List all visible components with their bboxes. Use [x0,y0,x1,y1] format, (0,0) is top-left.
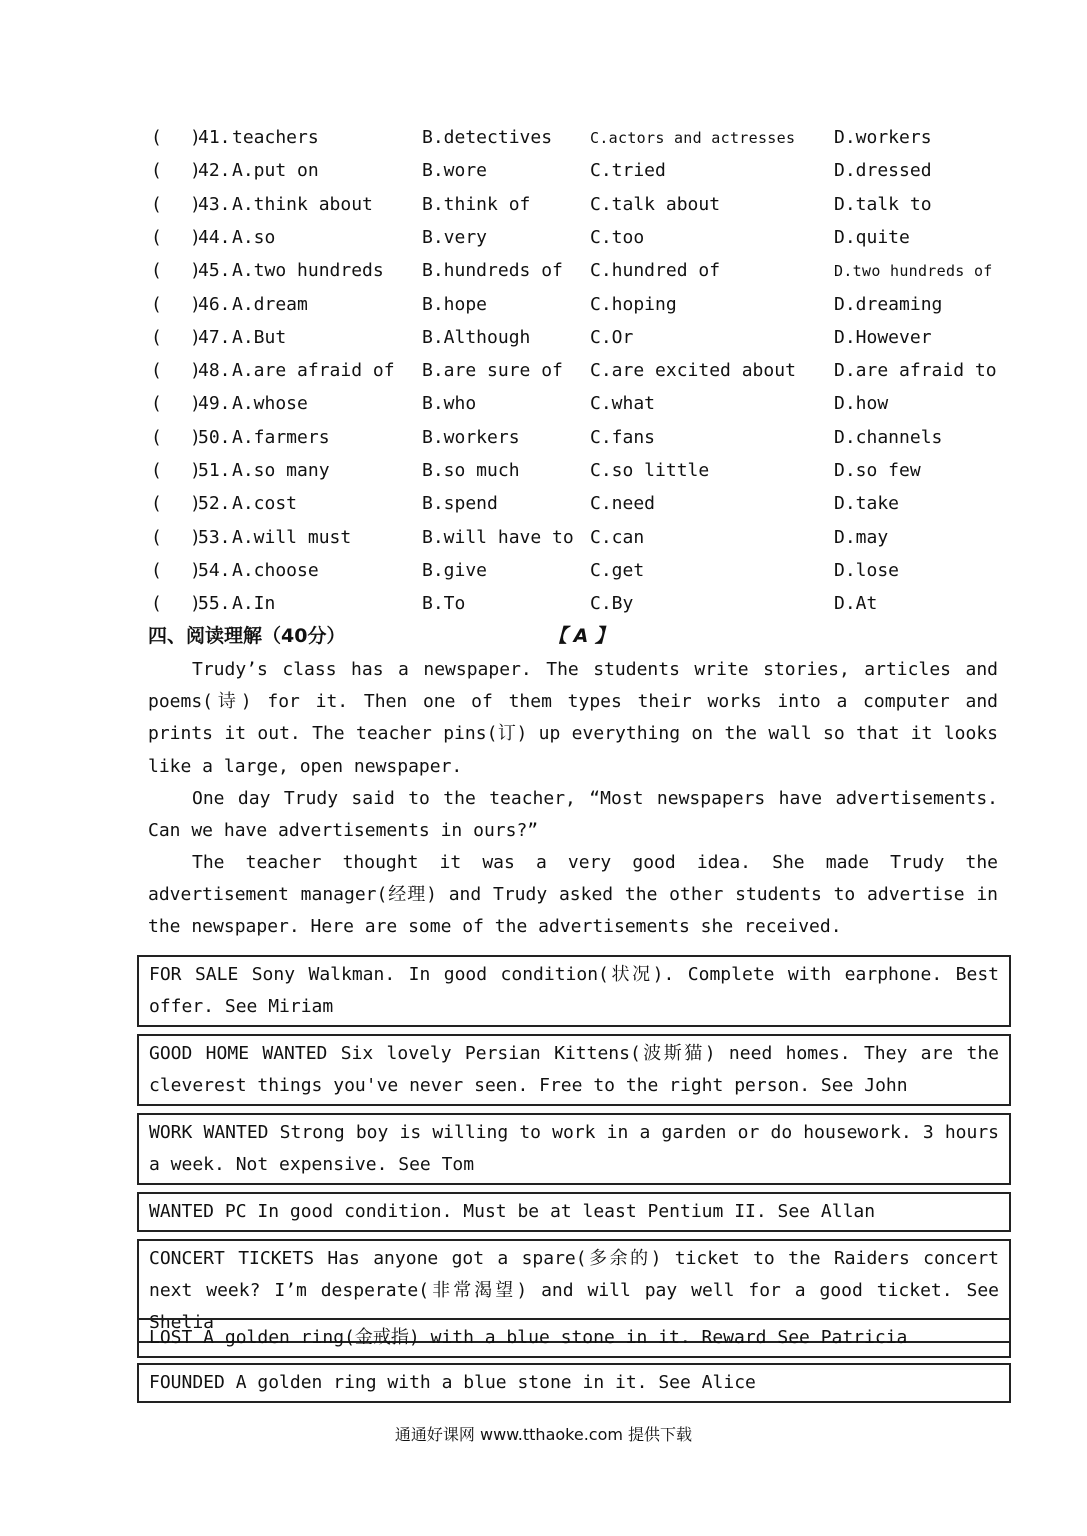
passage-paragraph-1: Trudy’s class has a newspaper. The students write stories, articles and poems(诗) for it. Then one of them types their works into a computer and prints it out. The teacher pins(订) up everything on the wall so that it looks like a large, open newspaper. [148,659,998,777]
option-d: D.are afraid to [834,360,997,382]
question-number: 42. [198,160,231,182]
answer-paren-open: ( [151,160,162,182]
question-number: 48. [198,360,231,382]
question-row [148,190,1008,220]
option-b: B.very [422,226,488,248]
question-number: 52. [198,493,231,515]
question-row [148,123,1008,153]
option-b: B.workers [422,426,520,448]
ad-founded: FOUNDED A golden ring with a blue stone in it. See Alice [137,1363,1011,1403]
option-d: D.However [834,326,932,348]
option-c: C.get [590,559,645,581]
option-a: A.so [232,226,276,248]
answer-paren-close: ) [190,260,201,282]
option-d: D.quite [834,226,910,248]
option-c: C.hoping [590,293,677,315]
option-c: C.need [590,493,656,515]
option-d: D.talk to [834,193,932,215]
option-a: A.so many [232,460,330,481]
page-footer: 通通好课网 www.tthaoke.com 提供下载 [394,1425,693,1444]
passage-tag: 【 A 】 [548,625,614,647]
question-row [148,389,1008,419]
question-row [148,489,1008,519]
question-number: 54. [198,559,231,581]
answer-paren-open: ( [151,493,162,515]
question-row [148,589,1008,619]
question-number: 45. [198,260,231,282]
answer-paren-open: ( [151,326,162,348]
option-d: D.lose [834,559,900,581]
option-c: C.so little [590,460,710,481]
answer-paren-close: ) [190,127,201,148]
answer-paren-open: ( [151,593,162,615]
option-d: D.two hundreds of [834,262,993,281]
option-d: D.how [834,393,889,415]
question-row [148,256,1008,286]
answer-paren-close: ) [190,393,201,415]
question-row [148,323,1008,353]
question-row [148,556,1008,586]
option-c: C.hundred of [590,260,721,282]
option-a: A.In [232,593,276,615]
option-a: teachers [232,127,319,148]
option-a: A.will must [232,526,352,548]
option-c: C.fans [590,426,656,448]
option-c: C.are excited about [590,360,796,382]
answer-paren-open: ( [151,393,162,415]
option-d: D.At [834,593,878,615]
option-d: D.may [834,526,889,548]
option-a: A.But [232,326,287,348]
option-a: A.put on [232,160,319,182]
answer-paren-open: ( [151,360,162,382]
answer-paren-open: ( [151,260,162,282]
option-c: C.can [590,526,645,548]
option-c: C.actors and actresses [590,129,796,147]
ad-concert-tickets: CONCERT TICKETS Has anyone got a spare(多余的) ticket to the Raiders concert next week? I’m desperate(非常渴望) and will pay well for a good ticket. See Shelia [137,1239,1011,1343]
option-b: B.spend [422,493,498,515]
ad-for-sale: FOR SALE Sony Walkman. In good condition(状况). Complete with earphone. Best offer. See Miriam [137,955,1011,1027]
option-b: B.hope [422,293,488,315]
ad-good-home-wanted: GOOD HOME WANTED Six lovely Persian Kittens(波斯猫) need homes. They are the cleverest things you've never seen. Free to the right person. See John [137,1034,1011,1106]
option-c: C.what [590,393,656,415]
option-a: A.cost [232,493,298,515]
option-a: A.dream [232,293,308,315]
option-a: A.think about [232,193,373,215]
answer-paren-close: ) [190,193,201,215]
answer-paren-close: ) [190,493,201,515]
question-row [148,423,1008,453]
answer-paren-open: ( [151,127,162,148]
answer-paren-close: ) [190,326,201,348]
question-number: 51. [198,460,231,481]
answer-paren-open: ( [151,426,162,448]
answer-paren-close: ) [190,426,201,448]
answer-paren-close: ) [190,226,201,248]
answer-paren-close: ) [190,293,201,315]
option-c: C.tried [590,160,666,182]
question-row [148,456,1008,486]
question-number: 41. [198,127,231,148]
option-d: D.take [834,493,900,515]
option-c: C.Or [590,326,634,348]
section-title: 四、阅读理解（40分） [148,625,346,647]
option-b: B.detectives [422,127,553,148]
option-b: B.To [422,593,466,615]
answer-paren-close: ) [190,160,201,182]
question-row [148,156,1008,186]
answer-paren-open: ( [151,460,162,481]
question-number: 55. [198,593,231,615]
option-b: B.so much [422,460,520,481]
question-number: 46. [198,293,231,315]
option-c: C.too [590,226,645,248]
question-row [148,223,1008,253]
passage-paragraph-2: One day Trudy said to the teacher, “Most newspapers have advertisements. Can we have advertisements in ours?” [148,788,998,842]
option-d: D.channels [834,426,943,448]
option-d: D.workers [834,127,932,148]
question-row [148,290,1008,320]
answer-paren-close: ) [190,593,201,615]
option-a: A.are afraid of [232,360,395,382]
option-b: B.Although [422,326,531,348]
question-number: 53. [198,526,231,548]
option-b: B.will have to [422,526,574,548]
option-d: D.dressed [834,160,932,182]
question-number: 50. [198,426,231,448]
ad-work-wanted: WORK WANTED Strong boy is willing to work in a garden or do housework. 3 hours a week. Not expensive. See Tom [137,1113,1011,1185]
option-b: B.hundreds of [422,260,563,282]
ad-wanted-pc: WANTED PC In good condition. Must be at least Pentium II. See Allan [137,1192,1011,1232]
option-b: B.give [422,559,488,581]
passage-paragraph-3: The teacher thought it was a very good idea. She made Trudy the advertisement manager(经理) and Trudy asked the other students to advertise in the newspaper. Here are some of the advertisements she received. [148,852,998,938]
option-b: B.think of [422,193,531,215]
question-number: 43. [198,193,231,215]
question-number: 47. [198,326,231,348]
answer-paren-open: ( [151,193,162,215]
option-d: D.dreaming [834,293,943,315]
option-a: A.choose [232,559,319,581]
answer-paren-open: ( [151,526,162,548]
option-d: D.so few [834,460,921,481]
answer-paren-open: ( [151,293,162,315]
answer-paren-close: ) [190,360,201,382]
option-b: B.wore [422,160,488,182]
option-a: A.whose [232,393,308,415]
answer-paren-close: ) [190,559,201,581]
question-row [148,356,1008,386]
answer-paren-close: ) [190,460,201,481]
option-a: A.farmers [232,426,330,448]
option-b: B.who [422,393,477,415]
question-number: 49. [198,393,231,415]
answer-paren-open: ( [151,226,162,248]
option-c: C.By [590,593,634,615]
question-number: 44. [198,226,231,248]
answer-paren-close: ) [190,526,201,548]
option-b: B.are sure of [422,360,563,382]
ad-lost: LOST A golden ring(金戒指) with a blue stone in it. Reward See Patricia [137,1318,1011,1358]
answer-paren-open: ( [151,559,162,581]
question-row [148,523,1008,553]
option-c: C.talk about [590,193,721,215]
option-a: A.two hundreds [232,260,384,282]
